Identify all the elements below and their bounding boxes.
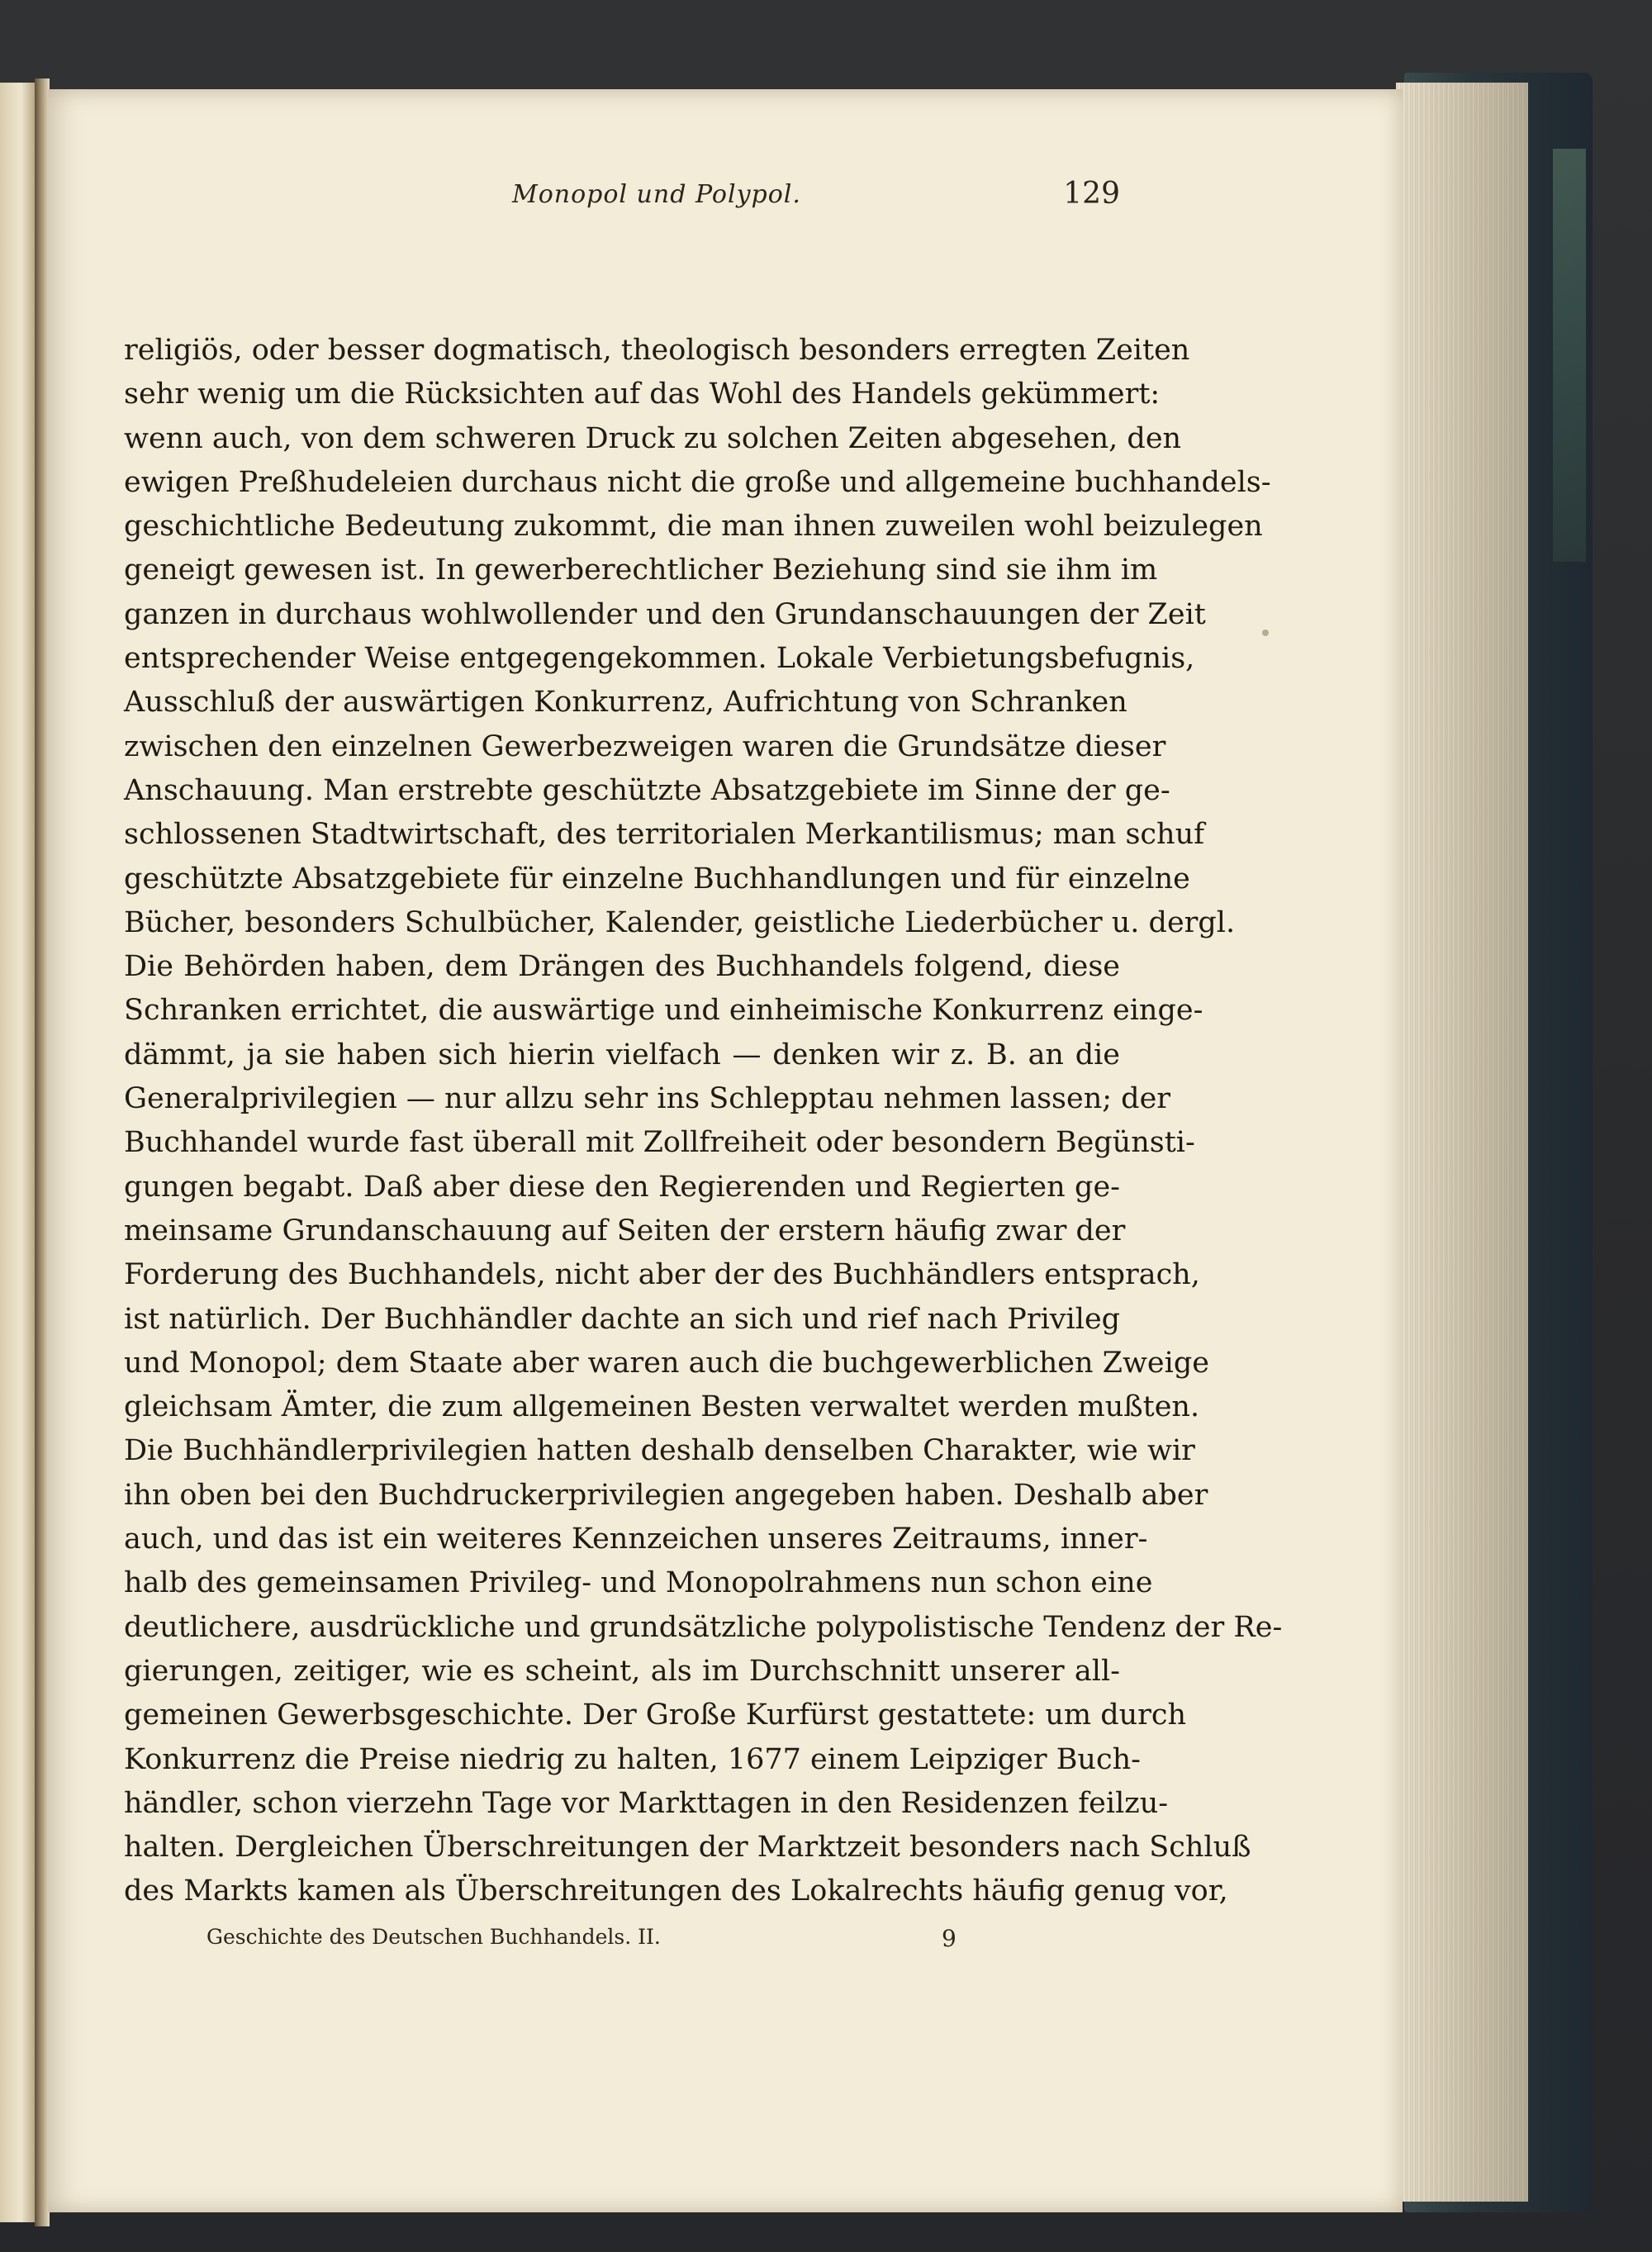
body-text [124,329,1283,1914]
text-line: schlossenen Stadtwirtschaft, des territorialen Merkantilismus; man schuf [124,818,1205,852]
left-page-edge [0,83,35,2222]
text-line: entsprechender Weise entgegengekommen. Lokale Verbietungsbefugnis, [124,642,1195,676]
text-line: halb des gemeinsamen Privileg- und Monopolrahmens nun schon eine [124,1566,1153,1600]
page-stack-shadow [1396,83,1528,2202]
paper-speck [1262,630,1269,636]
cover-cloth-patch [1553,149,1586,562]
text-line: halten. Dergleichen Überschreitungen der Marktzeit besonders nach Schluß [124,1831,1251,1865]
text-line: händler, schon vierzehn Tage vor Markttagen in den Residenzen feilzu- [124,1786,1169,1820]
text-line: gierungen, zeitiger, wie es scheint, als im Durchschnitt unserer all- [124,1654,1120,1688]
text-line: Konkurrenz die Preise niedrig zu halten, 1677 einem Leipziger Buch- [124,1742,1141,1776]
text-line: Schranken errichtet, die auswärtige und einheimische Konkurrenz einge- [124,994,1203,1028]
text-line: wenn auch, von dem schweren Druck zu solchen Zeiten abgesehen, den [124,421,1182,455]
text-line: ewigen Preßhudeleien durchaus nicht die große und allgemeine buchhandels- [124,465,1271,499]
text-line: zwischen den einzelnen Gewerbezweigen waren die Grundsätze dieser [124,729,1166,763]
text-line: Die Buchhändlerprivilegien hatten deshalb denselben Charakter, wie wir [124,1434,1195,1468]
text-line: gleichsam Ämter, die zum allgemeinen Besten verwaltet werden mußten. [124,1390,1200,1424]
text-line: ganzen in durchaus wohlwollender und den Grundanschauungen der Zeit [124,597,1206,631]
text-line: geneigt gewesen ist. In gewerberechtlicher Beziehung sind sie ihm im [124,553,1158,587]
text-line: Die Behörden haben, dem Drängen des Buchhandels folgend, diese [124,950,1120,984]
text-line: sehr wenig um die Rücksichten auf das Wohl des Handels gekümmert: [124,378,1161,411]
text-line: Buchhandel wurde fast überall mit Zollfreiheit oder besondern Begünsti- [124,1126,1195,1160]
page-footer [124,1925,1120,1966]
text-line: dämmt, ja sie haben sich hierin vielfach — denken wir z. B. an die [124,1038,1120,1071]
text-line: gemeinen Gewerbsgeschichte. Der Große Kurfürst gestattete: um durch [124,1699,1187,1732]
text-line: geschichtliche Bedeutung zukommt, die man ihnen zuweilen wohl beizulegen [124,510,1263,544]
text-line: Anschauung. Man erstrebte geschützte Absatzgebiete im Sinne der ge- [124,773,1170,807]
page-number: 129 [1063,177,1120,211]
text-line: ist natürlich. Der Buchhändler dachte an sich und rief nach Privileg [124,1302,1121,1336]
footer-title: Geschichte des Deutschen Buchhandels. II. [206,1925,661,1949]
text-line: Ausschluß der auswärtigen Konkurrenz, Aufrichtung von Schranken [124,686,1127,720]
text-line: geschützte Absatzgebiete für einzelne Buchhandlungen und für einzelne [124,862,1190,896]
text-line: Forderung des Buchhandels, nicht aber der des Buchhändlers entsprach, [124,1258,1200,1292]
running-head: Monopol und Polypol. [512,180,801,209]
signature-mark: 9 [942,1925,957,1952]
text-line: Bücher, besonders Schulbücher, Kalender, geistliche Liederbücher u. dergl. [124,905,1236,939]
text-line: ihn oben bei den Buchdruckerprivilegien angegeben haben. Deshalb aber [124,1478,1208,1512]
text-line: Generalprivilegien — nur allzu sehr ins Schlepptau nehmen lassen; der [124,1082,1171,1116]
text-line: religiös, oder besser dogmatisch, theologisch besonders erregten Zeiten [124,334,1190,367]
page-header [124,172,1120,221]
text-line: des Markts kamen als Überschreitungen des Lokalrechts häufig genug vor, [124,1874,1228,1908]
text-line: und Monopol; dem Staate aber waren auch die buchgewerblichen Zweige [124,1346,1209,1380]
text-line: meinsame Grundanschauung auf Seiten der erstern häufig zwar der [124,1214,1126,1247]
text-line: gungen begabt. Daß aber diese den Regierenden und Regierten ge- [124,1170,1120,1204]
text-line: deutlichere, ausdrückliche und grundsätzliche polypolistische Tendenz der Re- [124,1610,1283,1644]
text-line: auch, und das ist ein weiteres Kennzeichen unseres Zeitraums, inner- [124,1523,1148,1556]
